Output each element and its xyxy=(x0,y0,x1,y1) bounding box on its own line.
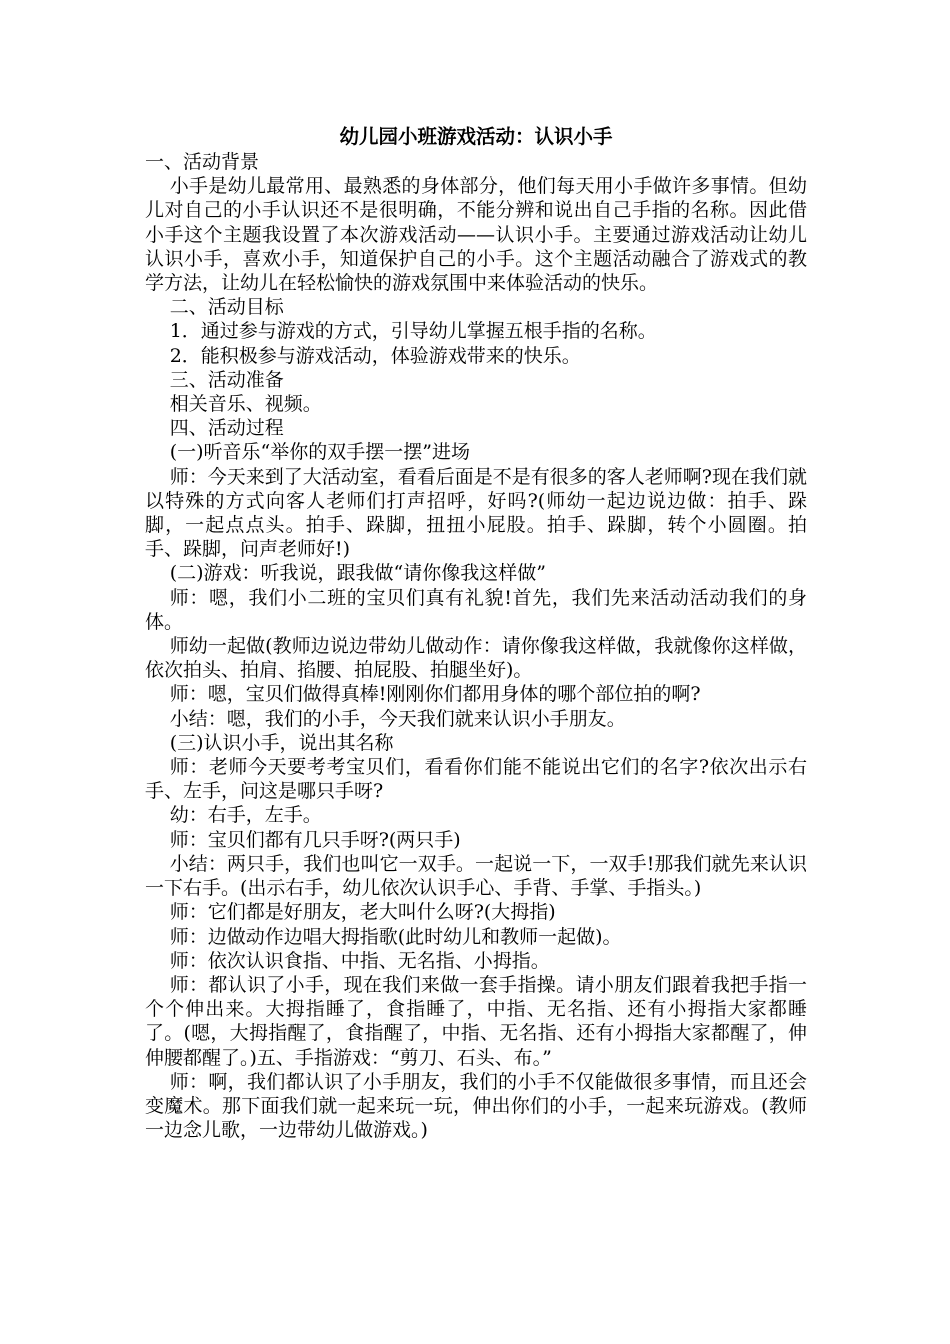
document-paragraph: 师：今天来到了大活动室，看看后面是不是有很多的客人老师啊?现在我们就以特殊的方式向客人老师们打声招呼，好吗?(师幼一起边说边做：拍手、跺脚，一起点点头。拍手、跺脚，扭扭小屁股。拍手、跺脚，转个小圆圈。拍手、跺脚，问声老师好!) xyxy=(145,465,807,561)
document-paragraph: 1．通过参与游戏的方式，引导幼儿掌握五根手指的名称。 xyxy=(169,320,657,343)
document-paragraph: 师：边做动作边唱大拇指歌(此时幼儿和教师一起做)。 xyxy=(169,925,622,948)
document-paragraph: 师：嗯，我们小二班的宝贝们真有礼貌!首先，我们先来活动活动我们的身体。 xyxy=(145,586,807,633)
document-paragraph: 二、活动目标 xyxy=(169,296,284,319)
document-paragraph: 师：老师今天要考考宝贝们，看看你们能不能说出它们的名字?依次出示右手、左手，问这是哪只手呀? xyxy=(145,756,807,803)
document-paragraph: 幼：右手，左手。 xyxy=(169,804,322,827)
document-paragraph: 相关音乐、视频。 xyxy=(169,393,322,416)
document-paragraph: 小手是幼儿最常用、最熟悉的身体部分，他们每天用小手做许多事情。但幼儿对自己的小手认识还不是很明确，不能分辨和说出自己手指的名称。因此借小手这个主题我设置了本次游戏活动——认识小手。主要通过游戏活动让幼儿认识小手，喜欢小手，知道保护自己的小手。这个主题活动融合了游戏式的教学方法，让幼儿在轻松愉快的游戏氛围中来体验活动的快乐。 xyxy=(145,175,807,295)
document-paragraph: 师：它们都是好朋友，老大叫什么呀?(大拇指) xyxy=(169,901,556,924)
document-title: 幼儿园小班游戏活动：认识小手 xyxy=(339,125,613,148)
document-paragraph: 小结：嗯，我们的小手，今天我们就来认识小手朋友。 xyxy=(169,707,626,730)
document-body xyxy=(145,124,807,1142)
document-paragraph: 师：都认识了小手，现在我们来做一套手指操。请小朋友们跟着我把手指一个个伸出来。大拇指睡了，食指睡了，中指、无名指、还有小拇指大家都睡了。(嗯，大拇指醒了，食指醒了，中指、无名指、还有小拇指大家都醒了，伸伸腰都醒了。)五、手指游戏：“剪刀、石头、布。” xyxy=(145,973,807,1069)
document-paragraph: 师：啊，我们都认识了小手朋友，我们的小手不仅能做很多事情，而且还会变魔术。那下面我们就一起来玩一玩，伸出你们的小手，一起来玩游戏。(教师一边念儿歌，一边带幼儿做游戏。) xyxy=(145,1070,807,1142)
document-paragraph: 三、活动准备 xyxy=(169,368,284,391)
document-paragraph: (三)认识小手，说出其名称 xyxy=(169,731,394,754)
document-paragraph: 师幼一起做(教师边说边带幼儿做动作：请你像我这样做，我就像你这样做，依次拍头、拍肩、掐腰、拍屁股、拍腿坐好)。 xyxy=(145,635,807,682)
document-paragraph: 2．能积极参与游戏活动，体验游戏带来的快乐。 xyxy=(169,344,581,367)
document-paragraph: (二)游戏：听我说，跟我做“请你像我这样做” xyxy=(169,562,546,585)
document-paragraph: 小结：两只手，我们也叫它一双手。一起说一下，一双手!那我们就先来认识一下右手。(出示右手，幼儿依次认识手心、手背、手掌、手指头。) xyxy=(145,852,807,900)
document-paragraph: 师：嗯，宝贝们做得真棒!刚刚你们都用身体的哪个部位拍的啊? xyxy=(169,683,701,706)
document-paragraph: 师：宝贝们都有几只手呀?(两只手) xyxy=(169,828,461,851)
document-paragraph: 师：依次认识食指、中指、无名指、小拇指。 xyxy=(169,949,550,972)
document-paragraph: 一、活动背景 xyxy=(145,151,260,173)
document-paragraph: (一)听音乐“举你的双手摆一摆”进场 xyxy=(169,441,470,464)
document-paragraph: 四、活动过程 xyxy=(169,417,284,440)
